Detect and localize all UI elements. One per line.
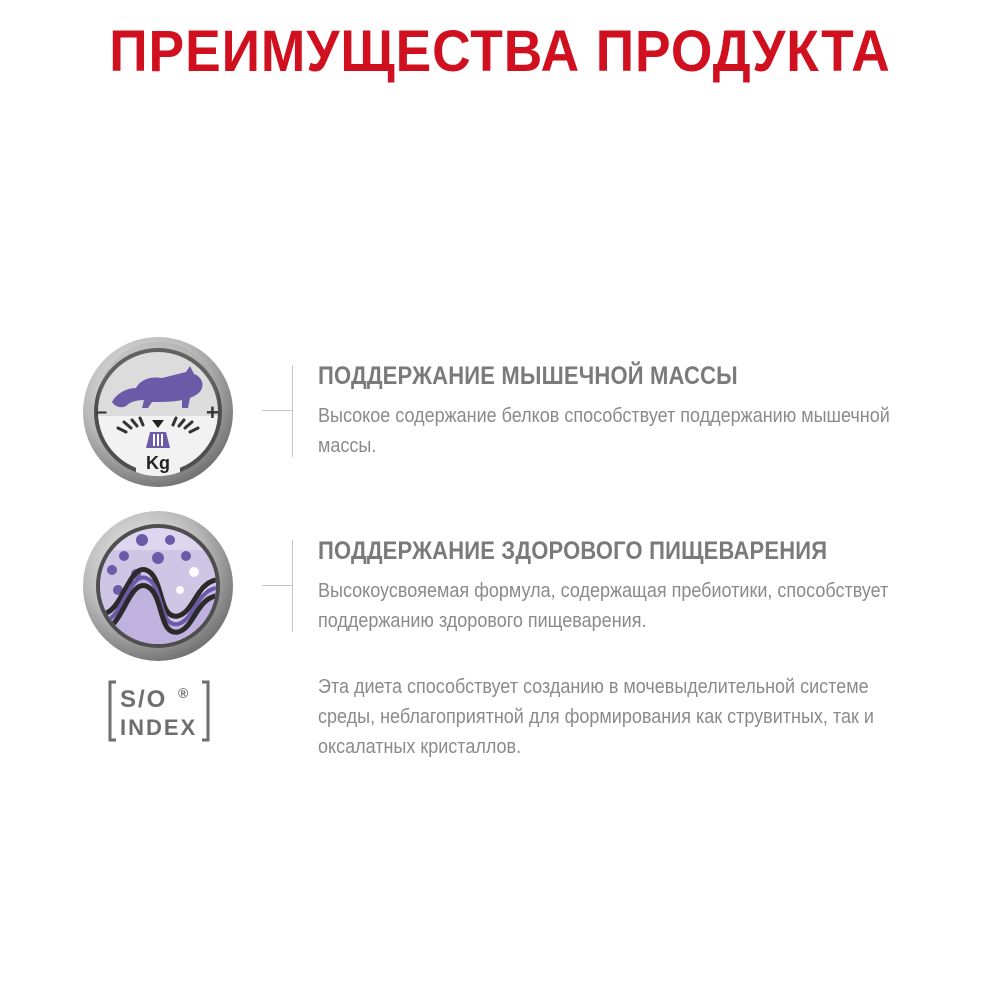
connector-line [262,585,292,586]
divider-line [292,540,293,632]
divider-line [292,365,293,457]
feature-title: ПОДДЕРЖАНИЕ ЗДОРОВОГО ПИЩЕВАРЕНИЯ [318,537,828,565]
kg-label: Kg [146,453,170,473]
index-label: INDEX [120,715,198,740]
feature-muscle-mass [318,362,958,461]
feature-title: ПОДДЕРЖАНИЕ МЫШЕЧНОЙ МАССЫ [318,362,738,390]
so-index-icon [108,680,210,742]
minus-sign: – [96,401,108,423]
feature-description: Высокоусвояемая формула, содержащая пребиотики, способствует поддержанию здорового пищеварения. [318,580,889,632]
cat-weight-scale-icon [82,336,234,488]
page-title: ПРЕИМУЩЕСТВА ПРОДУКТА [109,19,891,84]
digestion-wave-icon [82,510,234,662]
feature-description: Высокое содержание белков способствует поддержанию мышечной массы. [318,405,890,457]
connector-line [262,410,292,411]
feature-digestion [318,537,958,636]
plus-sign: + [206,400,219,425]
so-index-description: Эта диета способствует созданию в мочевыделительной системе среды, неблагоприятной для формирования как струвитных, так и оксалатных кристаллов. [318,676,874,758]
so-label: S/O [120,686,168,713]
registered-mark: ® [178,685,189,701]
